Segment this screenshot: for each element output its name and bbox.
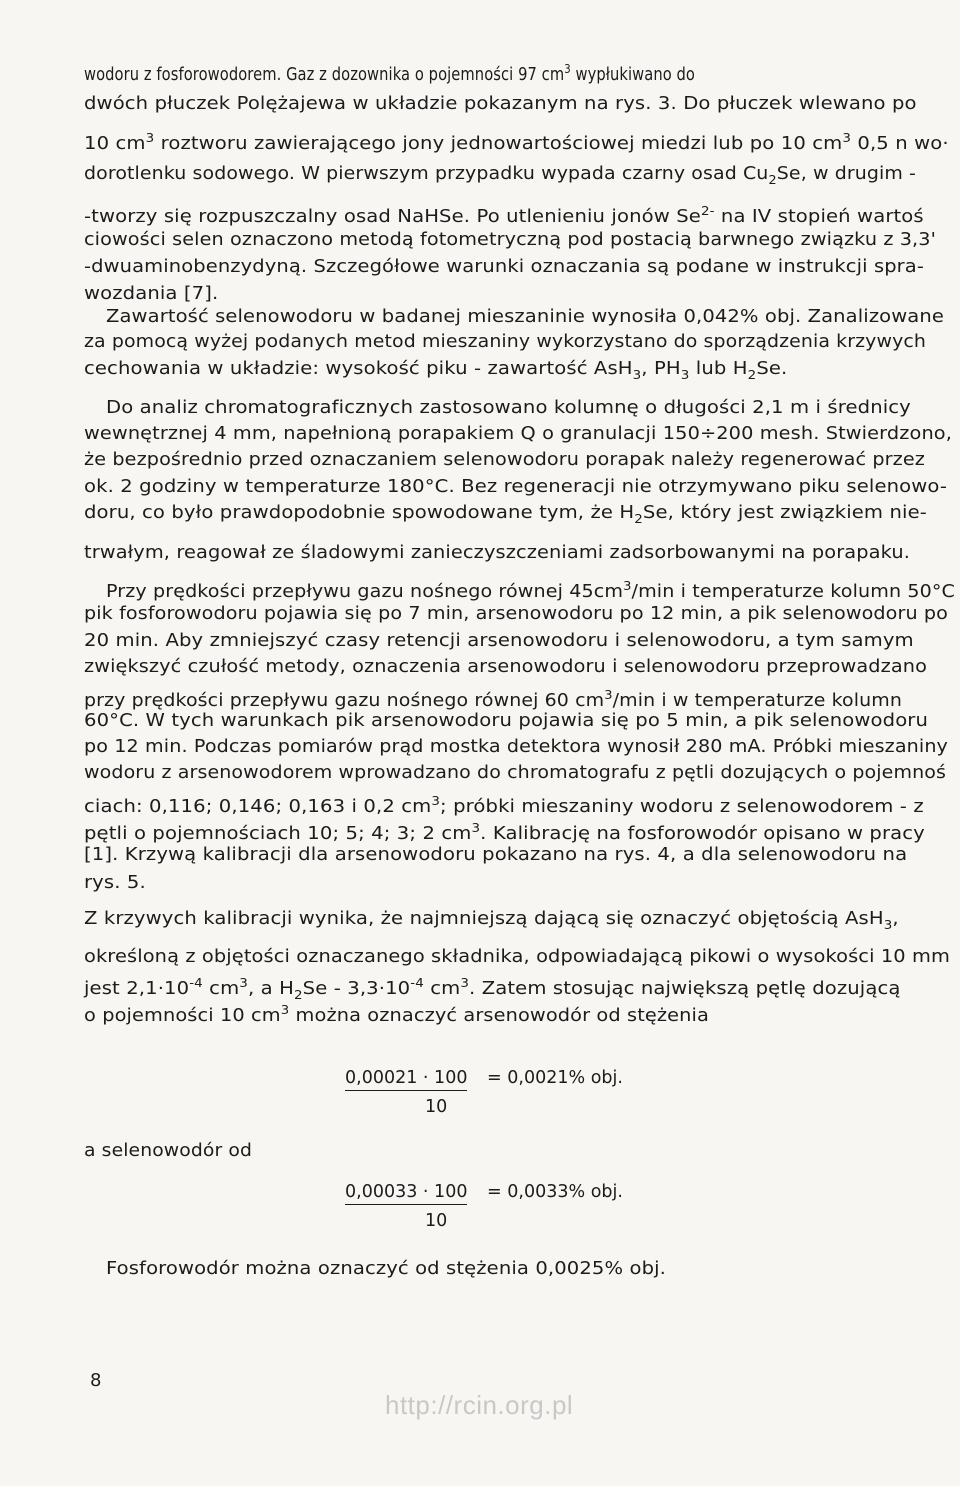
text-run: pik fosforowodoru pojawia się po 7 min, arsenowodoru po 12 min, a pik selenowodoru po [84,604,948,624]
text-line [106,575,955,603]
text-run: cechowania w układzie: wysokość piku - zawartość AsH [84,359,633,379]
text-run: trwałym, reagował ze śladowymi zanieczyszczeniami zadsorbowanymi na porapaku. [84,543,910,563]
subscript: 2 [293,988,303,1002]
text-run: Se, który jest związkiem nie- [642,503,927,523]
text-run: . Zatem stosując największą pętlę dozującą [469,979,901,999]
text-line [84,229,936,251]
text-line [84,762,946,784]
text-run: Fosforowodór można oznaczyć od stężenia 0,0025% obj. [106,1259,666,1279]
text-run: -dwuaminobenzydyną. Szczegółowe warunki oznaczania są podane w instrukcji spra- [84,257,924,277]
text-line [84,630,914,652]
text-line [84,908,899,936]
text-line [84,603,948,625]
text-run: o pojemności 10 cm [84,1006,281,1026]
text-run: , PH [641,359,681,379]
text-run: wozdania [7]. [84,284,219,304]
text-line [84,736,948,758]
text-run: a selenowodór od [84,1141,252,1161]
text-run: roztworu zawierającego jony jednowartościowej miedzi lub po 10 cm [154,134,843,154]
text-line [106,306,944,328]
text-run: 0,5 n wo· [851,134,949,154]
text-run: rys. 5. [84,873,146,893]
formula-selenide-denominator: 10 [425,1211,448,1231]
text-run: dwóch płuczek Polężajewa w układzie pokazanym na rys. 3. Do płuczek wlewano po [84,94,917,114]
text-run: za pomocą wyżej podanych metod mieszaniny wykorzystano do sporządzenia krzywych [84,332,926,352]
formula-arsine-denominator: 10 [425,1097,448,1117]
text-run: Zawartość selenowodoru w badanej mieszaninie wynosiła 0,042% obj. Zanalizowane [106,307,944,327]
text-run: cm [423,979,461,999]
text-run: ok. 2 godziny w temperaturze 180°C. Bez regeneracji nie otrzymywano piku selenowo- [84,477,948,497]
superscript: 3 [604,688,613,702]
superscript: 3 [431,794,441,808]
text-line [84,872,146,894]
text-run: Do analiz chromatograficznych zastosowano kolumnę o długości 2,1 m i średnicy [106,398,911,418]
text-run: Se. [756,359,788,379]
text-run: 10 cm [84,134,146,154]
superscript: 3 [460,976,470,990]
superscript: -4 [189,976,203,990]
text-line [84,93,917,115]
text-line [84,502,927,530]
superscript: 3 [623,579,632,593]
subscript: 2 [634,512,643,526]
text-run: przy prędkości przepływu gazu nośnego równej 60 cm [84,691,605,711]
text-line [84,710,928,732]
text-run: -tworzy się rozpuszczalny osad NaHSe. Po utlenieniu jonów Se [84,207,701,227]
text-run: zwiększyć czułość metody, oznaczenia arsenowodoru i selenowodoru przeprowadzano [84,657,927,677]
text-run: , [892,909,899,929]
footer-url: http://rcin.org.pl [385,1390,574,1420]
superscript: -4 [410,976,424,990]
text-line [84,200,924,228]
text-line [84,423,952,445]
text-run: /min i w temperaturze kolumn [612,691,902,711]
superscript: 3 [564,62,571,76]
text-run: , a H [247,979,294,999]
text-line [84,1140,252,1162]
text-run: doru, co było prawdopodobnie spowodowane tym, że H [84,503,635,523]
superscript: 3 [280,1003,290,1017]
text-line [106,1258,666,1280]
text-line [84,449,925,471]
text-run: lub H [689,359,748,379]
superscript: 2- [700,204,715,218]
text-run: Se - 3,3·10 [302,979,411,999]
superscript: 3 [471,821,481,835]
text-run: [1]. Krzywą kalibracji dla arsenowodoru pokazano na rys. 4, a dla selenowodoru na [84,845,908,865]
text-line [84,684,902,712]
text-line [84,127,949,155]
text-line [84,844,907,866]
superscript: 3 [145,131,155,145]
text-line [84,163,916,191]
formula-selenide [345,1182,623,1231]
page-number: 8 [90,1370,102,1391]
text-line [84,946,950,968]
text-run: Se, w drugim - [776,164,916,184]
text-run: wypłukiwano do [570,65,695,85]
text-line [84,817,925,845]
text-run: że bezpośrednio przed oznaczaniem selenowodoru porapak należy regenerować przez [84,450,925,470]
text-run: ciach: 0,116; 0,146; 0,163 i 0,2 cm [84,797,432,817]
subscript: 2 [768,173,777,187]
text-run: określoną z objętości oznaczanego składnika, odpowiadającą pikowi o wysokości 10 mm [84,947,950,967]
formula-arsine [345,1068,623,1117]
text-run: /min i temperaturze kolumn 50°C [631,582,955,602]
text-run: wodoru z fosforowodorem. Gaz z dozownika o pojemności 97 cm [84,65,565,85]
text-run: ciowości selen oznaczono metodą fotometryczną pod postacią barwnego związku z 3,3' [84,230,936,250]
text-run: 20 min. Aby zmniejszyć czasy retencji arsenowodoru i selenowodoru, a tym samym [84,631,914,651]
text-run: ; próbki mieszaniny wodoru z selenowodorem - z [440,797,924,817]
text-line [84,331,926,353]
text-line [84,656,927,678]
text-run: wodoru z arsenowodorem wprowadzano do chromatografu z pętli dozujących o pojemnoś [84,763,947,783]
text-run: pętli o pojemnościach 10; 5; 4; 3; 2 cm [84,824,472,844]
text-line [84,256,924,278]
formula-arsine-result: = 0,0021% obj. [487,1068,623,1088]
formula-selenide-result: = 0,0033% obj. [487,1182,623,1202]
text-line [106,397,911,419]
text-line [84,58,695,86]
text-line [84,476,947,498]
text-run: 60°C. W tych warunkach pik arsenowodoru pojawia się po 5 min, a pik selenowodoru [84,711,928,731]
text-run: Z krzywych kalibracji wynika, że najmniejszą dającą się oznaczyć objętością AsH [84,909,884,929]
text-run: na IV stopień wartoś [714,207,924,227]
subscript: 3 [632,368,642,382]
text-run: cm [202,979,240,999]
text-run: po 12 min. Podczas pomiarów prąd mostka detektora wynosił 280 mA. Próbki mieszaniny [84,737,948,757]
text-run: . Kalibrację na fosforowodór opisano w pracy [480,824,925,844]
text-run: dorotlenku sodowego. W pierwszym przypadku wypada czarny osad Cu [84,164,769,184]
superscript: 3 [239,976,248,990]
text-line [84,790,924,818]
text-run: jest 2,1·10 [84,979,190,999]
subscript: 3 [680,368,690,382]
subscript: 2 [747,368,757,382]
text-run: Przy prędkości przepływu gazu nośnego równej 45cm [106,582,624,602]
formula-selenide-numerator: 0,00033 · 100 [345,1182,467,1205]
text-run: można oznaczyć arsenowodór od stężenia [289,1006,709,1026]
subscript: 3 [883,918,893,932]
superscript: 3 [842,131,852,145]
text-line [84,283,218,305]
text-line [84,999,709,1027]
formula-arsine-numerator: 0,00021 · 100 [345,1068,467,1091]
text-line [84,358,787,386]
text-line [84,542,910,564]
text-run: wewnętrznej 4 mm, napełnioną porapakiem Q o granulacji 150÷200 mesh. Stwierdzono, [84,424,953,444]
